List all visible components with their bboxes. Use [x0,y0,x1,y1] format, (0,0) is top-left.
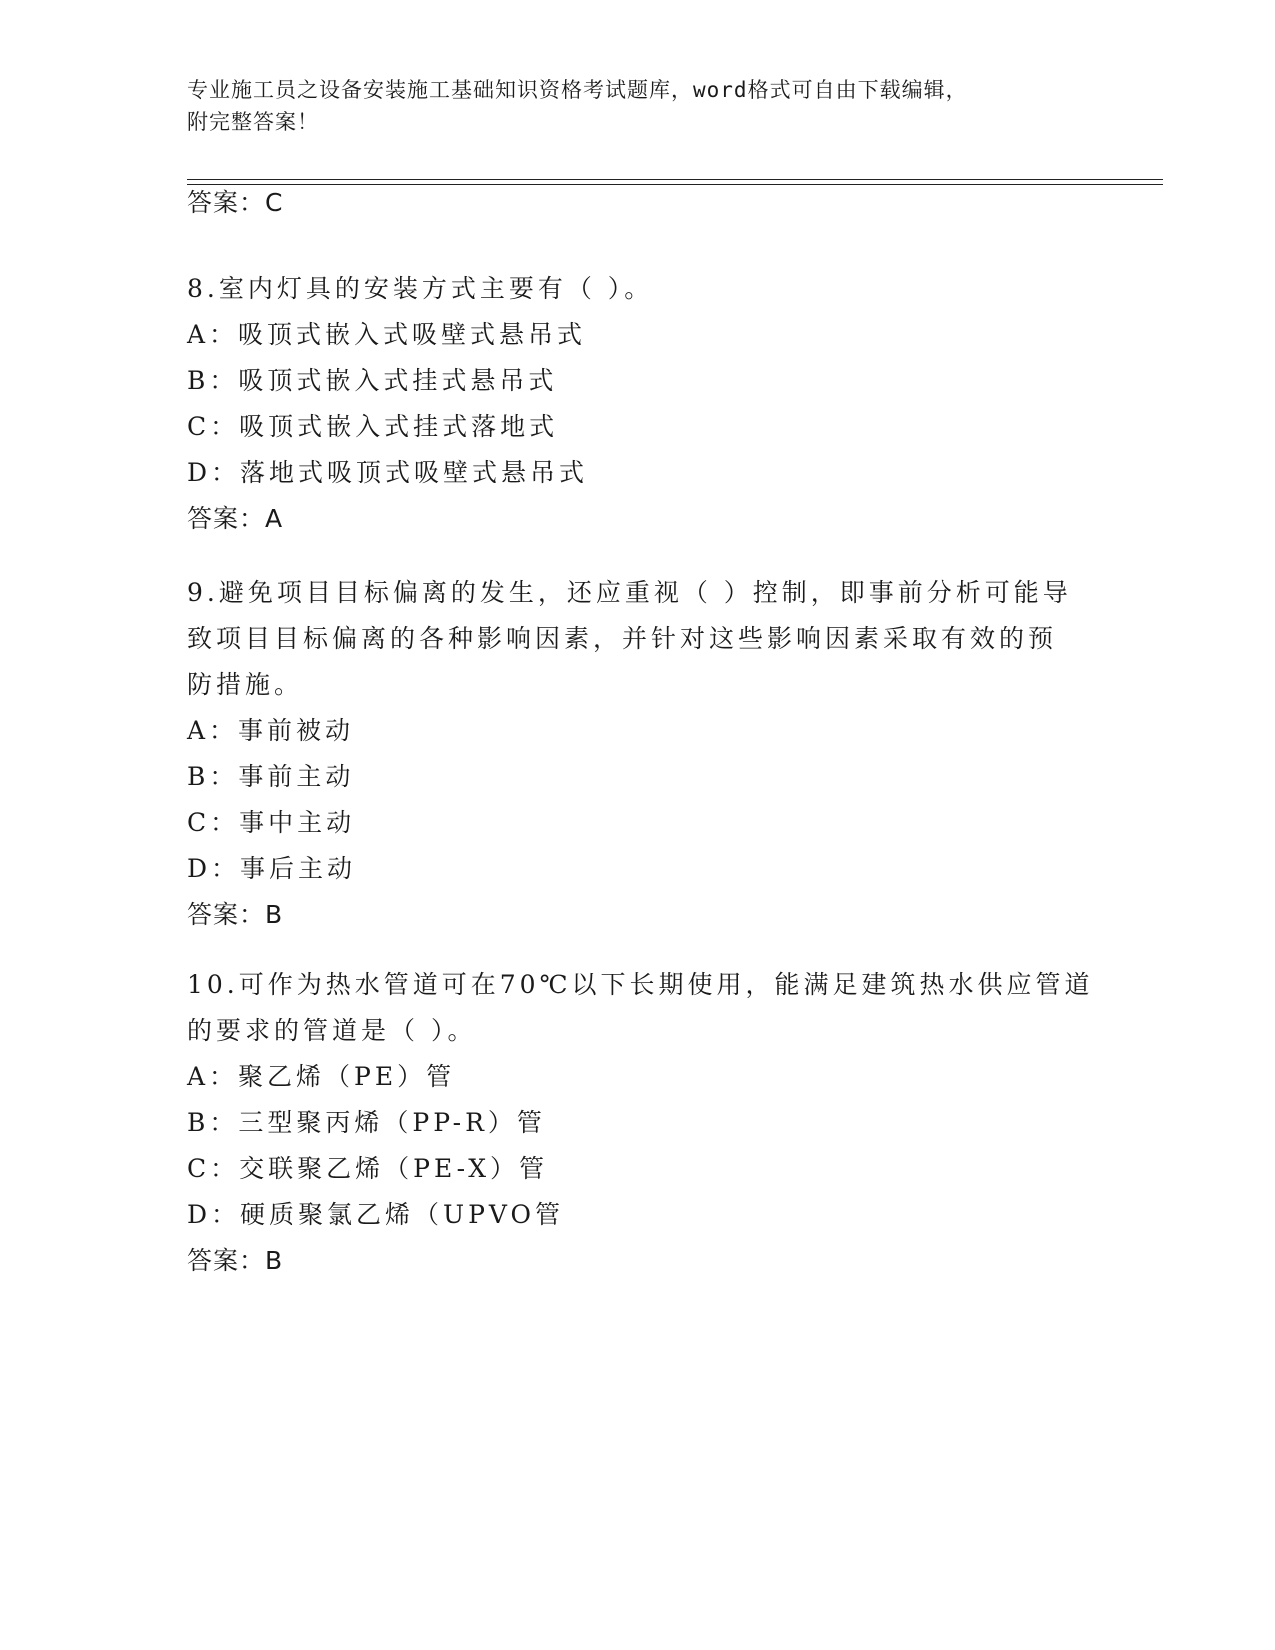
question-10-stem-line-1: 10.可作为热水管道可在70℃以下长期使用，能满足建筑热水供应管道 [187,970,1094,999]
question-10-answer: 答案：B [187,1246,284,1275]
header-line-1: 专业施工员之设备安装施工基础知识资格考试题库，word格式可自由下载编辑， [187,78,968,102]
question-8-option-a: A：吸顶式嵌入式吸壁式悬吊式 [187,320,587,349]
question-8-option-c: C：吸顶式嵌入式挂式落地式 [187,412,559,441]
document-header [187,74,1087,138]
header-line-2: 附完整答案！ [187,110,319,134]
question-10-option-a: A：聚乙烯（PE）管 [187,1062,456,1091]
question-10-option-d: D：硬质聚氯乙烯（UPVO管 [187,1200,565,1229]
question-9-stem-line-1: 9.避免项目目标偏离的发生，还应重视（ ）控制，即事前分析可能导 [187,578,1072,607]
question-8-stem: 8.室内灯具的安装方式主要有（ ）。 [187,274,654,303]
question-9-option-d: D：事后主动 [187,854,357,883]
question-9 [187,570,1087,938]
question-9-stem-line-3: 防措施。 [187,670,304,699]
question-8-option-b: B：吸顶式嵌入式挂式悬吊式 [187,366,558,395]
question-10-option-b: B：三型聚丙烯（PP-R）管 [187,1108,546,1137]
question-8-answer: 答案：A [187,504,284,533]
question-8 [187,266,1087,542]
question-9-option-c: C：事中主动 [187,808,356,837]
question-9-option-b: B：事前主动 [187,762,355,791]
answer-q7: 答案：C [187,188,284,217]
question-8-option-d: D：落地式吸顶式吸壁式悬吊式 [187,458,589,487]
question-10-option-c: C：交联聚乙烯（PE-X）管 [187,1154,549,1183]
question-9-answer: 答案：B [187,900,284,929]
question-10 [187,962,1094,1284]
question-9-option-a: A：事前被动 [187,716,355,745]
question-9-stem-line-2: 致项目目标偏离的各种影响因素，并针对这些影响因素采取有效的预 [187,624,1058,653]
question-10-stem-line-2: 的要求的管道是（ ）。 [187,1016,477,1045]
